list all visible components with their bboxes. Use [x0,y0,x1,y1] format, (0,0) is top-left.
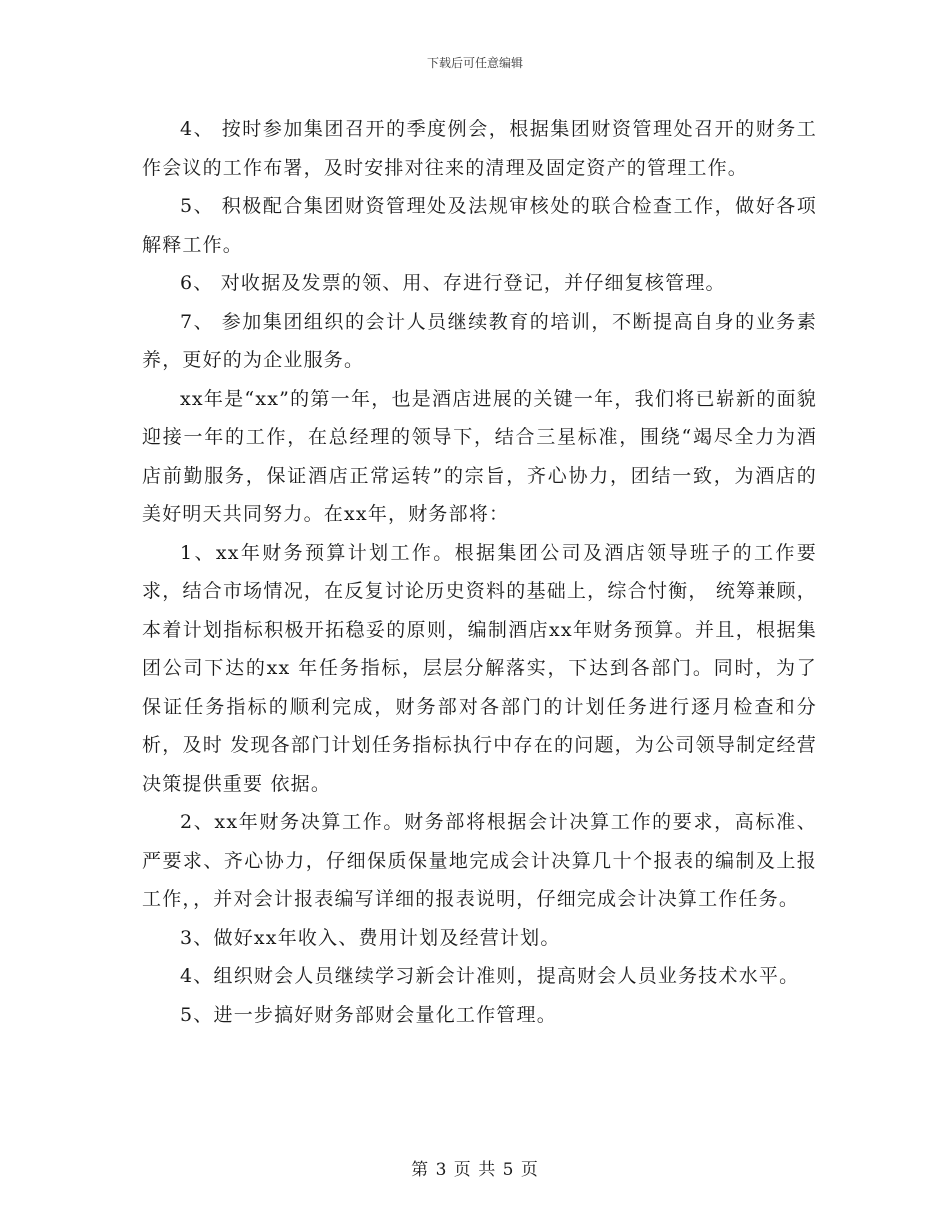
page-header: 下载后可任意编辑 [426,56,523,70]
paragraph-item-5: 5、 积极配合集团财资管理处及法规审核处的联合检查工作，做好各项解释工作。 [142,195,817,256]
paragraph-plan-1: 1、xx年财务预算计划工作。根据集团公司及酒店领导班子的工作要求，结合市场情况，在反复讨论历史资料的基础上，综合忖衡， 统筹兼顾，本着计划指标积极开拓稳妥的原则，编制酒店xx年财务预算。并且，根据集团公司下达的xx 年任务指标，层层分解落实，下达到各部门。同时，为了保证任务指标的顺利完成，财务部对各部门的计划任务进行逐月检查和分析，及时 发现各部门计划任务指标执行中存在的问题，为公司领导制定经营决策提供重要 依据。 [142,541,817,795]
page-number: 第 3 页 共 5 页 [411,1160,539,1180]
paragraph-intro: xx年是“xx”的第一年，也是酒店进展的关键一年，我们将已崭新的面貌迎接一年的工作，在总经理的领导下，结合三星标准，围绕“竭尽全力为酒店前勤服务，保证酒店正常运转”的宗旨，齐心协力，团结一致，为酒店的美好明天共同努力。在xx年，财务部将： [142,387,817,525]
paragraph-plan-2: 2、xx年财务决算工作。财务部将根据会计决算工作的要求，高标准、严要求、齐心协力，仔细保质保量地完成会计决算几十个报表的编制及上报工作，，并对会计报表编写详细的报表说明，仔细完成会计决算工作任务。 [142,811,817,910]
document-body [142,110,817,1034]
paragraph-plan-5: 5、进一步搞好财务部财会量化工作管理。 [180,1003,557,1026]
paragraph-plan-4: 4、组织财会人员继续学习新会计准则，提高财会人员业务技术水平。 [180,965,800,987]
paragraph-item-4: 4、 按时参加集团召开的季度例会，根据集团财资管理处召开的财务工作会议的工作布署，及时安排对往来的清理及固定资产的管理工作。 [142,118,817,179]
paragraph-item-6: 6、 对收据及发票的领、用、存进行登记，并仔细复核管理。 [180,272,726,294]
paragraph-plan-3: 3、做好xx年收入、费用计划及经营计划。 [180,926,561,949]
paragraph-item-7: 7、 参加集团组织的会计人员继续教育的培训，不断提高自身的业务素养，更好的为企业服务。 [142,310,817,371]
